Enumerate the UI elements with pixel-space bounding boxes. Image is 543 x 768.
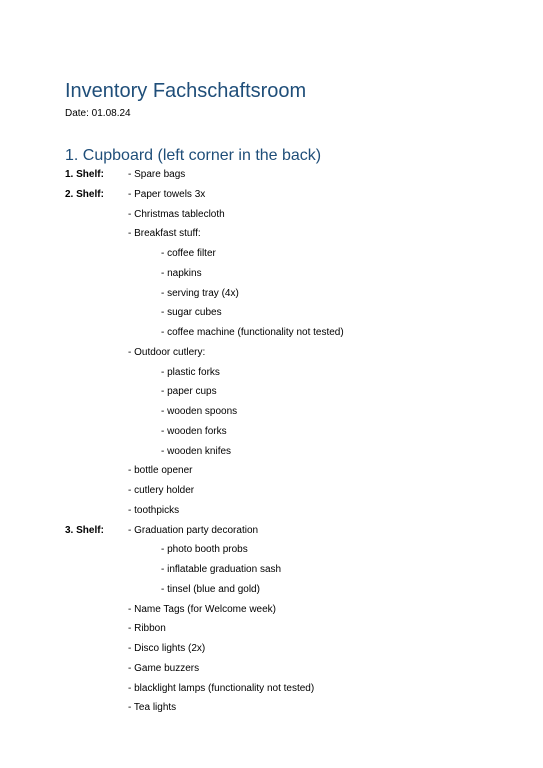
inventory-item: - Graduation party decoration [128, 524, 259, 536]
document-title: Inventory Fachschaftsroom [65, 80, 307, 102]
inventory-subitem: - tinsel (blue and gold) [161, 583, 260, 595]
shelf-label: 2. Shelf: [65, 188, 104, 200]
inventory-subitem: - napkins [161, 267, 202, 279]
inventory-subitem: - inflatable graduation sash [161, 564, 282, 575]
inventory-item: - Paper towels 3x [128, 188, 206, 200]
inventory-subitem: - wooden spoons [161, 406, 238, 417]
inventory-item: - Outdoor cutlery: [128, 346, 206, 358]
inventory-subitem: - plastic forks [161, 366, 220, 378]
inventory-item: - Disco lights (2x) [128, 643, 206, 654]
inventory-item: - Name Tags (for Welcome week) [128, 603, 277, 615]
inventory-subitem: - photo booth probs [161, 544, 248, 556]
inventory-item: - blacklight lamps (functionality not tested) [128, 682, 315, 694]
inventory-item: - toothpicks [128, 504, 180, 516]
inventory-item: - Breakfast stuff: [128, 228, 201, 240]
document-date: Date: 01.08.24 [65, 108, 131, 119]
inventory-subitem: - serving tray (4x) [161, 287, 239, 299]
inventory-subitem: - wooden forks [161, 425, 227, 437]
inventory-item: - Christmas tablecloth [128, 208, 225, 220]
inventory-subitem: - wooden knifes [161, 445, 232, 457]
inventory-item: - Spare bags [128, 169, 186, 180]
section-heading: 1. Cupboard (left corner in the back) [65, 147, 322, 164]
inventory-subitem: - paper cups [161, 386, 217, 398]
inventory-item: - cutlery holder [128, 485, 195, 496]
inventory-subitem: - coffee machine (functionality not tested) [161, 327, 344, 338]
inventory-item: - bottle opener [128, 465, 193, 477]
inventory-item: - Game buzzers [128, 662, 200, 674]
inventory-item: - Ribbon [128, 623, 166, 635]
inventory-subitem: - coffee filter [161, 248, 216, 259]
shelf-label: 3. Shelf: [65, 524, 104, 536]
inventory-subitem: - sugar cubes [161, 307, 222, 319]
inventory-item: - Tea lights [128, 702, 177, 714]
shelf-label: 1. Shelf: [65, 169, 104, 180]
